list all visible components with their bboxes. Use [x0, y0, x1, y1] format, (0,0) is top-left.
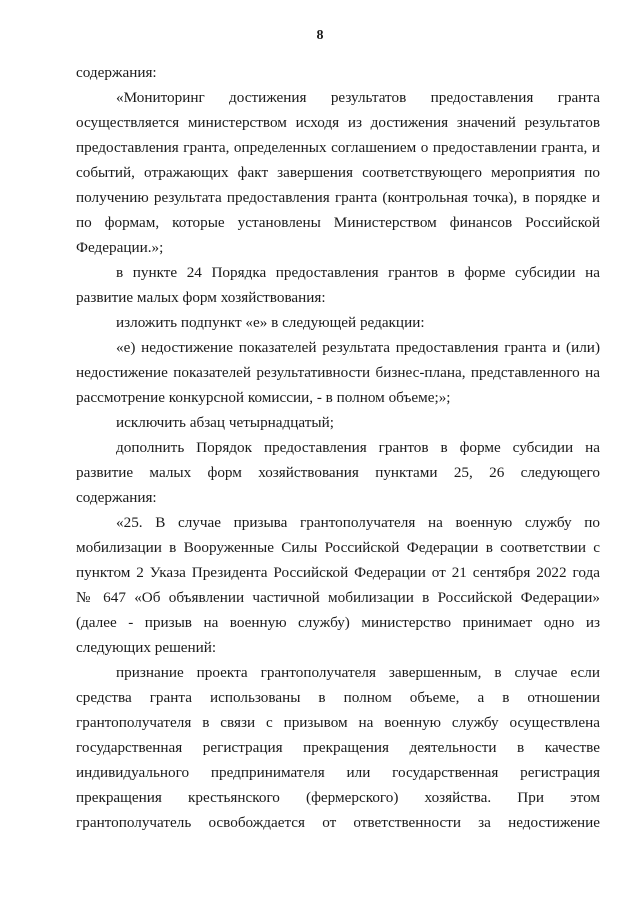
text-line: рассмотрение конкурсной комиссии, - в полном объеме;»;: [76, 389, 451, 406]
text-line: исключить абзац четырнадцатый;: [116, 414, 334, 431]
text-line: содержания:: [76, 64, 157, 81]
text-line: по формам, которые установлены Министерством финансов Российской: [76, 214, 600, 231]
text-line: индивидуального предпринимателя или государственная регистрация: [76, 764, 600, 781]
text-line: средства гранта использованы в полном объеме, а в отношении: [76, 689, 600, 706]
text-line: содержания:: [76, 489, 157, 506]
text-line: признание проекта грантополучателя завершенным, в случае если: [116, 664, 600, 681]
text-line: следующих решений:: [76, 639, 217, 656]
text-line: развитие малых форм хозяйствования:: [76, 289, 326, 306]
text-line: получению результата предоставления гранта (контрольная точка), в порядке и: [76, 189, 600, 206]
text-line: пунктом 2 Указа Президента Российской Федерации от 21 сентября 2022 года: [76, 564, 600, 581]
text-line: (далее - призыв на военную службу) министерство принимает одно из: [76, 614, 600, 631]
text-line: грантополучателя в связи с призывом на военную службу осуществлена: [76, 714, 600, 731]
text-line: прекращения крестьянского (фермерского) хозяйства. При этом: [76, 789, 600, 806]
text-line: грантополучатель освобождается от ответственности за недостижение: [76, 814, 600, 831]
text-line: № 647 «Об объявлении частичной мобилизации в Российской Федерации»: [76, 589, 600, 606]
text-line: мобилизации в Вооруженные Силы Российской Федерации в соответствии с: [76, 539, 600, 556]
text-line: недостижение показателей результативности бизнес-плана, представленного на: [76, 364, 600, 381]
text-line: предоставления гранта, определенных соглашением о предоставлении гранта, и: [76, 139, 600, 156]
page-number: 8: [316, 28, 324, 43]
text-line: в пункте 24 Порядка предоставления грантов в форме субсидии на: [116, 264, 600, 281]
text-line: Федерации.»;: [76, 239, 164, 256]
text-line: государственная регистрация прекращения деятельности в качестве: [76, 739, 600, 756]
text-line: развитие малых форм хозяйствования пунктами 25, 26 следующего: [76, 464, 600, 481]
text-line: изложить подпункт «е» в следующей редакции:: [116, 314, 425, 331]
text-line: «е) недостижение показателей результата предоставления гранта и (или): [116, 339, 600, 356]
text-line: осуществляется министерством исходя из достижения значений результатов: [76, 114, 600, 131]
text-line: дополнить Порядок предоставления грантов в форме субсидии на: [116, 439, 600, 456]
text-line: событий, отражающих факт завершения соответствующего мероприятия по: [76, 164, 600, 181]
text-line: «25. В случае призыва грантополучателя на военную службу по: [116, 514, 600, 531]
text-line: «Мониторинг достижения результатов предоставления гранта: [116, 89, 600, 106]
